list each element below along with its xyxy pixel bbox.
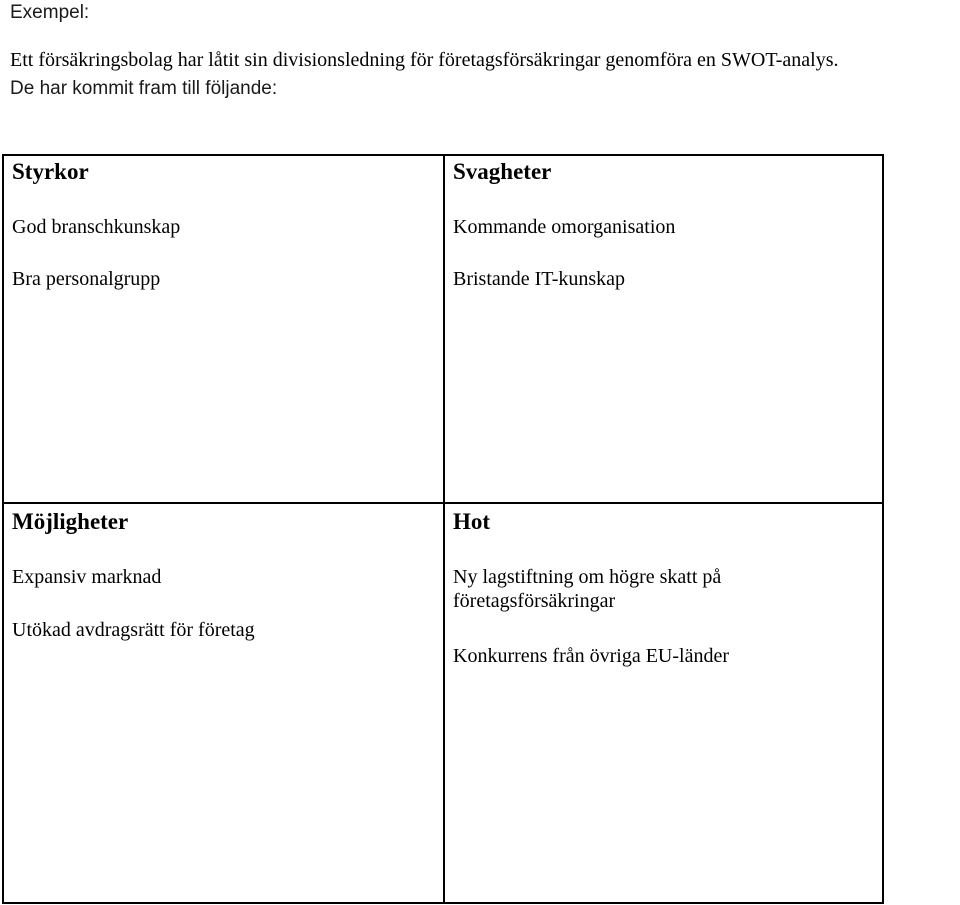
swot-cell-strengths	[4, 156, 443, 502]
opportunities-title: Möjligheter	[12, 509, 129, 534]
threats-title: Hot	[453, 509, 491, 534]
swot-table	[2, 154, 884, 904]
intro-text-line-1: Ett försäkringsbolag har låtit sin divisionsledning för företagsförsäkringar genomföra en SWOT-analys.	[10, 49, 839, 71]
opportunities-item: Utökad avdragsrätt för företag	[12, 619, 255, 641]
strengths-item: Bra personalgrupp	[12, 268, 161, 290]
opportunities-item: Expansiv marknad	[12, 566, 162, 588]
strengths-item: God branschkunskap	[12, 216, 181, 238]
swot-cell-threats	[443, 502, 882, 902]
weaknesses-title: Svagheter	[453, 159, 552, 184]
swot-cell-opportunities	[4, 502, 443, 902]
weaknesses-item: Bristande IT-kunskap	[453, 268, 626, 290]
strengths-title: Styrkor	[12, 159, 89, 184]
threats-item: Ny lagstiftning om högre skatt på företagsförsäkringar	[453, 566, 722, 612]
example-heading: Exempel:	[10, 2, 90, 23]
intro-text-line-2: De har kommit fram till följande:	[10, 78, 278, 99]
weaknesses-item: Kommande omorganisation	[453, 216, 676, 238]
swot-cell-weaknesses	[443, 156, 882, 502]
threats-item: Konkurrens från övriga EU-länder	[453, 645, 730, 667]
